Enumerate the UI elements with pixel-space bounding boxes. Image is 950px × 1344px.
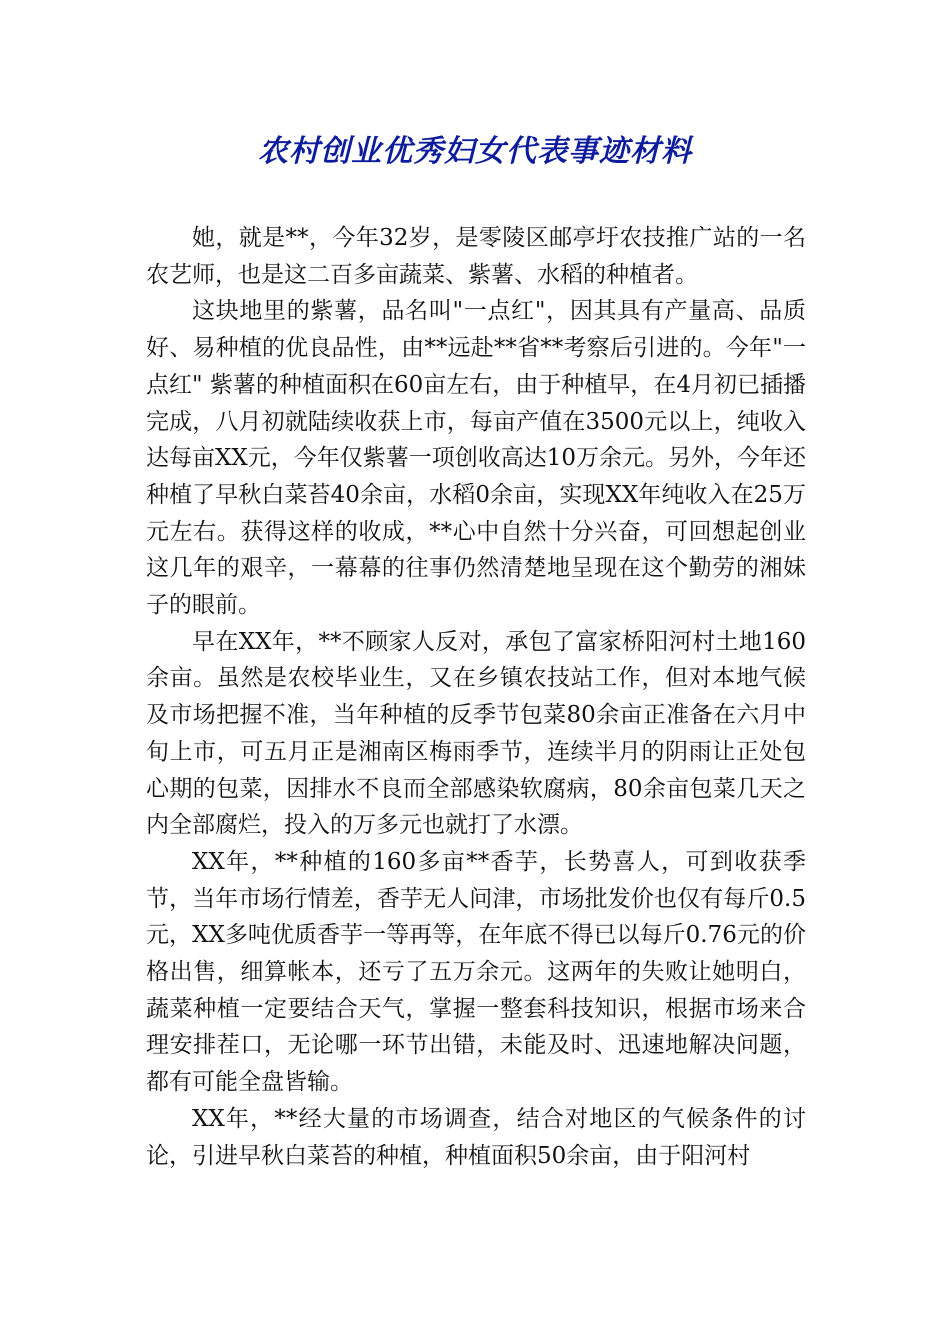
paragraph: 她，就是**，今年32岁，是零陵区邮亭圩农技推广站的一名农艺师，也是这二百多亩蔬菜、紫薯、水稻的种植者。	[146, 225, 806, 288]
document-body	[146, 220, 806, 1174]
paragraph: XX年，**经大量的市场调查，结合对地区的气候条件的讨论，引进早秋白菜苔的种植，种植面积50余亩，由于阳河村	[146, 1105, 806, 1169]
paragraph: XX年，**种植的160多亩**香芋，长势喜人，可到收获季节，当年市场行情差，香芋无人问津，市场批发价也仅有每斤0.5元，XX多吨优质香芋一等再等，在年底不得已以每斤0.76元的价格出售，细算帐本，还亏了五万余元。这两年的失败让她明白，蔬菜种植一定要结合天气，掌握一整套科技知识，根据市场来合理安排茬口，无论哪一环节出错，未能及时、迅速地解决问题，都有可能全盘皆输。	[146, 848, 806, 1096]
document-title: 农村创业优秀妇女代表事迹材料	[258, 134, 692, 169]
paragraph: 早在XX年，**不顾家人反对，承包了富家桥阳河村土地160余亩。虽然是农校毕业生，又在乡镇农技站工作，但对本地气候及市场把握不准，当年种植的反季节包菜80余亩正准备在六月中旬上市，可五月正是湘南区梅雨季节，连续半月的阴雨让正处包心期的包菜，因排水不良而全部感染软腐病，80余亩包菜几天之内全部腐烂，投入的万多元也就打了水漂。	[146, 628, 806, 839]
paragraph: 这块地里的紫薯，品名叫"一点红"，因其具有产量高、品质好、易种植的优良品性，由**远赴**省**考察后引进的。今年"一点红" 紫薯的种植面积在60亩左右，由于种植早，在4月初已插播完成，八月初就陆续收获上市，每亩产值在3500元以上，纯收入达每亩XX元，今年仅紫薯一项创收高达10万余元。另外，今年还种植了早秋白菜苔40余亩，水稻0余亩，实现XX年纯收入在25万元左右。获得这样的收成，**心中自然十分兴奋，可回想起创业这几年的艰辛，一幕幕的往事仍然清楚地呈现在这个勤劳的湘妹子的眼前。	[146, 298, 807, 619]
